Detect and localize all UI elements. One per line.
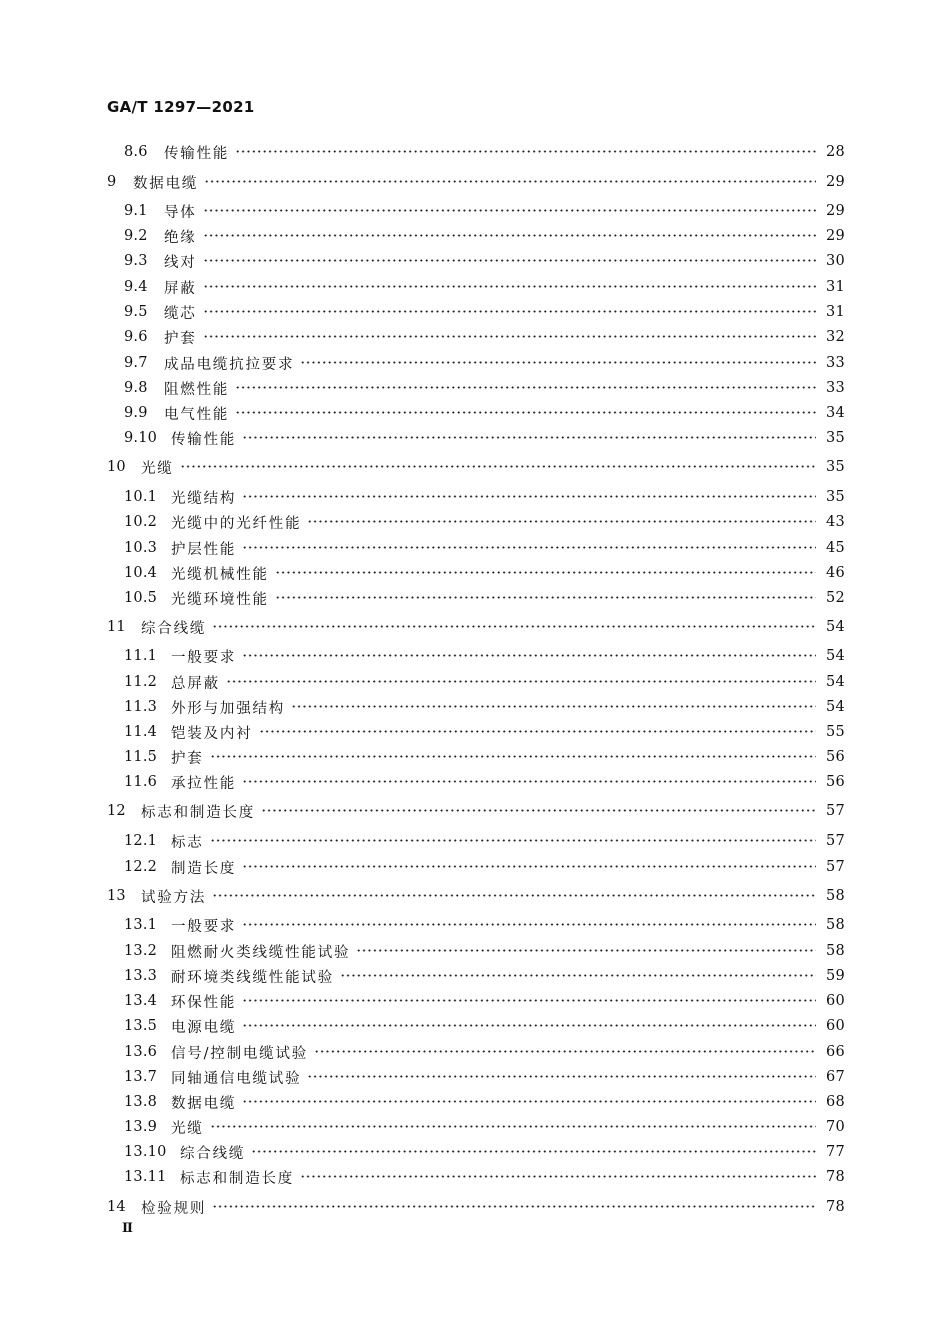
toc-entry[interactable] [124,200,844,222]
toc-entry-page: 56 [826,774,846,790]
toc-entry-title: 光缆中的光纤性能 [171,515,302,532]
dot-leader [340,965,816,987]
dot-leader [307,511,816,533]
toc-entry-number: 9.3 [124,253,148,269]
toc-entry-title: 试验方法 [141,889,207,906]
toc-entry-number: 13.9 [124,1119,158,1135]
dot-leader [210,830,816,852]
toc-entry-number: 11 [107,619,126,635]
toc-entry-number: 9 [107,174,117,190]
toc-entry[interactable] [124,830,844,852]
toc-entry-title: 标志 [171,834,204,851]
toc-entry-title: 信号/控制电缆试验 [171,1045,309,1062]
toc-entry[interactable] [124,301,844,323]
toc-entry-title: 光缆结构 [171,490,237,507]
toc-entry-page: 31 [826,279,846,295]
toc-entry-title: 一般要求 [171,649,237,666]
toc-entry-page: 77 [826,1144,846,1160]
dot-leader [259,721,817,743]
toc-entry-title: 外形与加强结构 [171,700,286,717]
page-number: Ⅱ [122,1221,132,1236]
toc-entry-number: 9.5 [124,304,148,320]
toc-entry-number: 10.3 [124,540,158,556]
toc-entry-title: 阻燃耐火类线缆性能试验 [171,944,351,961]
toc-entry-number: 9.1 [124,203,148,219]
dot-leader [235,377,816,399]
toc-entry-title: 数据电缆 [171,1095,237,1112]
toc-entry[interactable] [124,511,844,533]
toc-entry[interactable] [124,1015,844,1037]
toc-entry[interactable] [124,990,844,1012]
toc-entry-number: 10.2 [124,514,158,530]
toc-entry-page: 35 [826,459,846,475]
toc-entry[interactable] [124,771,844,793]
toc-entry-number: 11.5 [124,749,158,765]
toc-entry-title: 电源电缆 [171,1019,237,1036]
toc-entry-title: 综合线缆 [141,620,207,637]
toc-entry-page: 35 [826,430,846,446]
toc-entry-page: 60 [826,1018,846,1034]
toc-entry-title: 阻燃性能 [164,381,230,398]
toc-entry-page: 29 [826,228,846,244]
toc-entry-title: 承拉性能 [171,775,237,792]
toc-entry[interactable] [124,326,844,348]
dot-leader [242,427,816,449]
toc-entry-page: 29 [826,174,846,190]
toc-entry[interactable] [124,1141,844,1163]
dot-leader [235,141,816,163]
toc-entry-page: 29 [826,203,846,219]
toc-entry-page: 66 [826,1044,846,1060]
toc-entry-title: 成品电缆抗拉要求 [164,356,295,373]
dot-leader [212,1196,816,1218]
dot-leader [210,1116,816,1138]
dot-leader [307,1066,816,1088]
toc-entry[interactable] [124,141,844,163]
document-code: GA/T 1297—2021 [107,98,255,116]
toc-entry-page: 56 [826,749,846,765]
toc-entry-number: 11.2 [124,674,158,690]
toc-entry-page: 43 [826,514,846,530]
toc-entry-page: 34 [826,405,846,421]
toc-entry-title: 检验规则 [141,1200,207,1217]
toc-entry-page: 54 [826,674,846,690]
dot-leader [251,1141,816,1163]
toc-entry[interactable] [124,352,844,374]
toc-entry-number: 9.6 [124,329,148,345]
toc-entry-number: 13.7 [124,1069,158,1085]
toc-entry[interactable] [107,885,844,907]
toc-entry-number: 8.6 [124,144,148,160]
dot-leader [356,940,816,962]
toc-entry-page: 46 [826,565,846,581]
toc-entry-number: 13.6 [124,1044,158,1060]
dot-leader [242,771,816,793]
toc-entry-number: 13.10 [124,1144,167,1160]
toc-entry[interactable] [107,1196,844,1218]
toc-entry-page: 78 [826,1199,846,1215]
toc-entry-page: 57 [826,803,846,819]
toc-entry-number: 9.4 [124,279,148,295]
toc-entry-page: 59 [826,968,846,984]
toc-entry-page: 55 [826,724,846,740]
toc-entry-page: 33 [826,380,846,396]
dot-leader [210,746,816,768]
toc-entry-number: 14 [107,1199,126,1215]
toc-entry-number: 13.2 [124,943,158,959]
dot-leader [242,537,816,559]
dot-leader [203,200,816,222]
toc-entry-number: 11.4 [124,724,158,740]
toc-entry[interactable] [107,456,844,478]
toc-entry[interactable] [124,250,844,272]
toc-entry-number: 10.4 [124,565,158,581]
dot-leader [242,1091,816,1113]
toc-entry-number: 13.1 [124,917,158,933]
toc-entry-title: 护套 [171,750,204,767]
toc-entry-title: 光缆 [141,460,174,477]
toc-entry[interactable] [124,276,844,298]
toc-entry[interactable] [107,171,844,193]
toc-entry-number: 11.3 [124,699,158,715]
toc-entry-title: 护层性能 [171,541,237,558]
toc-entry-number: 10.1 [124,489,158,505]
toc-entry-page: 30 [826,253,846,269]
dot-leader [212,616,816,638]
toc-entry-title: 护套 [164,330,197,347]
toc-entry-page: 33 [826,355,846,371]
toc-entry[interactable] [124,914,844,936]
toc-entry-title: 缆芯 [164,305,197,322]
dot-leader [180,456,816,478]
toc-entry-title: 制造长度 [171,860,237,877]
toc-entry-number: 12.1 [124,833,158,849]
toc-entry-page: 54 [826,648,846,664]
toc-entry-page: 67 [826,1069,846,1085]
dot-leader [226,671,816,693]
toc-entry-title: 一般要求 [171,918,237,935]
toc-entry-number: 9.7 [124,355,148,371]
dot-leader [235,402,816,424]
toc-entry[interactable] [124,671,844,693]
toc-entry-title: 总屏蔽 [171,675,220,692]
toc-entry-title: 光缆环境性能 [171,591,269,608]
toc-entry-number: 12.2 [124,859,158,875]
toc-entry-title: 传输性能 [171,431,237,448]
toc-entry-number: 9.2 [124,228,148,244]
dot-leader [212,885,816,907]
toc-entry-page: 52 [826,590,846,606]
toc-entry-title: 同轴通信电缆试验 [171,1070,302,1087]
toc-entry-number: 12 [107,803,126,819]
dot-leader [242,645,816,667]
toc-entry-number: 9.8 [124,380,148,396]
dot-leader [291,696,816,718]
toc-entry-title: 导体 [164,204,197,221]
toc-entry-page: 54 [826,619,846,635]
dot-leader [314,1041,816,1063]
dot-leader [203,276,816,298]
toc-entry[interactable] [124,696,844,718]
toc-entry[interactable] [124,1116,844,1138]
toc-entry-page: 58 [826,917,846,933]
toc-entry-page: 70 [826,1119,846,1135]
toc-entry[interactable] [124,587,844,609]
toc-entry-title: 线对 [164,254,197,271]
toc-entry[interactable] [124,427,844,449]
dot-leader [242,990,816,1012]
toc-entry-title: 光缆机械性能 [171,566,269,583]
dot-leader [204,171,816,193]
toc-entry-title: 耐环境类线缆性能试验 [171,969,334,986]
toc-entry-page: 78 [826,1169,846,1185]
toc-entry-page: 31 [826,304,846,320]
toc-entry-page: 32 [826,329,846,345]
toc-entry[interactable] [124,377,844,399]
toc-entry-page: 58 [826,943,846,959]
toc-entry[interactable] [124,225,844,247]
dot-leader [203,301,816,323]
toc-entry-title: 光缆 [171,1120,204,1137]
dot-leader [275,562,816,584]
toc-entry-number: 13.8 [124,1094,158,1110]
toc-entry[interactable] [124,1091,844,1113]
toc-entry[interactable] [124,856,844,878]
toc-entry-title: 综合线缆 [180,1145,246,1162]
toc-entry-title: 屏蔽 [164,280,197,297]
toc-entry[interactable] [124,721,844,743]
toc-entry-number: 11.1 [124,648,158,664]
toc-entry[interactable] [124,645,844,667]
toc-entry[interactable] [124,965,844,987]
toc-entry-number: 11.6 [124,774,158,790]
toc-entry[interactable] [124,940,844,962]
toc-entry-title: 标志和制造长度 [141,804,256,821]
dot-leader [242,856,816,878]
toc-entry-title: 标志和制造长度 [180,1170,295,1187]
toc-entry-title: 铠装及内衬 [171,725,253,742]
toc-entry-number: 10 [107,459,126,475]
dot-leader [203,225,816,247]
toc-entry[interactable] [124,537,844,559]
dot-leader [242,914,816,936]
dot-leader [242,1015,816,1037]
toc-entry-number: 13.5 [124,1018,158,1034]
toc-entry[interactable] [124,1041,844,1063]
dot-leader [203,250,816,272]
toc-entry[interactable] [107,616,844,638]
toc-entry-number: 13.4 [124,993,158,1009]
toc-entry[interactable] [124,486,844,508]
toc-entry-number: 13.11 [124,1169,167,1185]
toc-entry-page: 28 [826,144,846,160]
toc-entry-page: 54 [826,699,846,715]
toc-entry-title: 数据电缆 [133,175,199,192]
dot-leader [261,800,816,822]
toc-entry-page: 57 [826,859,846,875]
dot-leader [300,1166,816,1188]
toc-entry-title: 环保性能 [171,994,237,1011]
dot-leader [242,486,816,508]
toc-entry-page: 57 [826,833,846,849]
toc-entry-title: 传输性能 [164,145,230,162]
toc-entry-number: 9.10 [124,430,158,446]
toc-entry[interactable] [124,1166,844,1188]
dot-leader [203,326,816,348]
toc-entry-number: 9.9 [124,405,148,421]
toc-entry[interactable] [124,402,844,424]
toc-entry[interactable] [124,746,844,768]
toc-entry-page: 35 [826,489,846,505]
toc-entry-number: 13.3 [124,968,158,984]
toc-entry-number: 10.5 [124,590,158,606]
toc-entry-number: 13 [107,888,126,904]
toc-entry-page: 45 [826,540,846,556]
toc-entry-page: 58 [826,888,846,904]
toc-entry[interactable] [124,562,844,584]
toc-entry-title: 电气性能 [164,406,230,423]
toc-entry-page: 60 [826,993,846,1009]
toc-entry-page: 68 [826,1094,846,1110]
toc-entry[interactable] [107,800,844,822]
toc-entry[interactable] [124,1066,844,1088]
dot-leader [300,352,816,374]
dot-leader [275,587,816,609]
toc-entry-title: 绝缘 [164,229,197,246]
